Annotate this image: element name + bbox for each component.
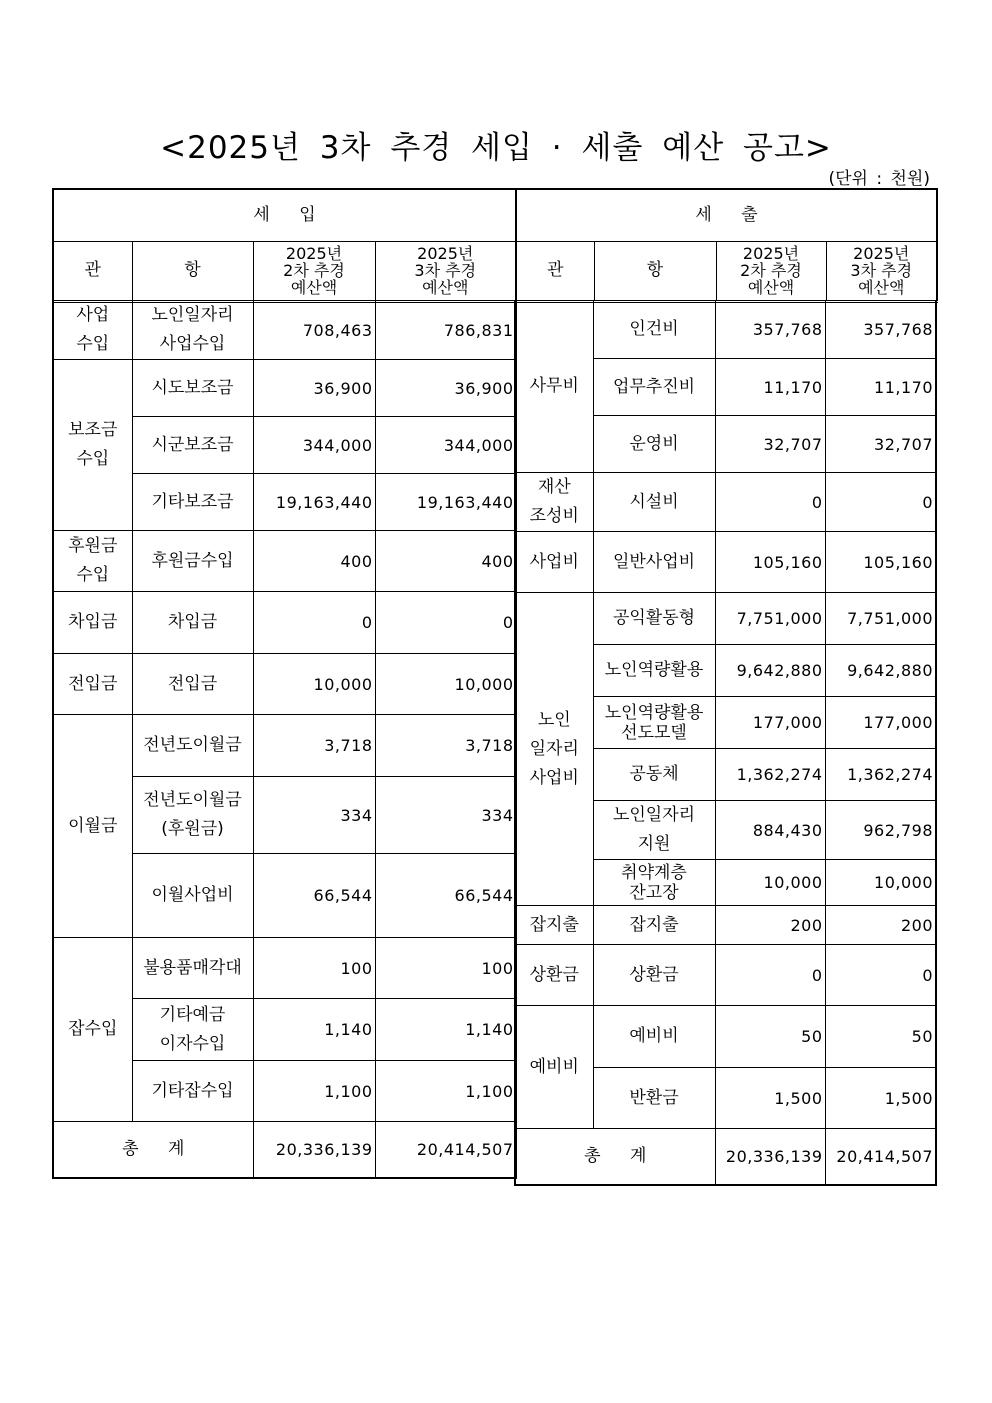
exp-b3: 50: [825, 1006, 936, 1068]
rev-b3: 334: [375, 777, 516, 854]
exp-b2: 10,000: [715, 860, 825, 906]
rev-b3: 36,900: [375, 360, 516, 417]
exp-hang: 일반사업비: [593, 532, 715, 593]
exp-total-b2: 20,336,139: [715, 1129, 825, 1185]
rev-hang: 기타보조금: [132, 474, 253, 531]
col-gwan: 관: [53, 241, 132, 301]
rev-hang: 시도보조금: [132, 360, 253, 417]
rev-b2: 708,463: [253, 301, 375, 360]
rev-hang: 시군보조금: [132, 417, 253, 474]
exp-hang: 공익활동형: [593, 593, 715, 645]
exp-b3: 0: [825, 473, 936, 532]
budget-table: [52, 188, 938, 303]
rev-hang: 기타잡수입: [132, 1061, 253, 1122]
exp-b2: 105,160: [715, 532, 825, 593]
rev-gwan-jeonip: 전입금: [53, 654, 132, 715]
exp-b3: 0: [825, 945, 936, 1006]
rev-gwan-jap: 잡수입: [53, 938, 132, 1122]
exp-b3: 7,751,000: [825, 593, 936, 645]
rev-hang: 차입금: [132, 592, 253, 654]
exp-hang: 운영비: [593, 416, 715, 473]
col-hang-exp: 항: [594, 241, 716, 301]
exp-b2: 0: [715, 473, 825, 532]
rev-gwan-iwol: 이월금: [53, 715, 132, 938]
exp-b2: 50: [715, 1006, 825, 1068]
rev-total-label: 총 계: [53, 1122, 253, 1178]
exp-b3: 177,000: [825, 697, 936, 749]
rev-b2: 1,100: [253, 1061, 375, 1122]
rev-total-b2: 20,336,139: [253, 1122, 375, 1178]
exp-b2: 7,751,000: [715, 593, 825, 645]
exp-b2: 1,362,274: [715, 749, 825, 801]
exp-hang: 취약계층 잔고장: [593, 860, 715, 906]
exp-b2: 0: [715, 945, 825, 1006]
rev-b2: 3,718: [253, 715, 375, 777]
rev-b3: 100: [375, 938, 516, 999]
rev-gwan-chaip: 차입금: [53, 592, 132, 654]
exp-b3: 10,000: [825, 860, 936, 906]
rev-b2: 334: [253, 777, 375, 854]
exp-b2: 884,430: [715, 801, 825, 860]
rev-b2: 10,000: [253, 654, 375, 715]
col-hang: 항: [132, 241, 253, 301]
col-budget3: 2025년 3차 추경 예산액: [375, 241, 516, 301]
col-budget2-exp: 2025년 2차 추경 예산액: [716, 241, 826, 301]
rev-gwan-saeop: 사업 수입: [53, 301, 132, 360]
rev-hang: 전년도이월금: [132, 715, 253, 777]
exp-b3: 357,768: [825, 301, 936, 359]
rev-hang: 전년도이월금 (후원금): [132, 777, 253, 854]
rev-b2: 344,000: [253, 417, 375, 474]
col-budget2: 2025년 2차 추경 예산액: [253, 241, 375, 301]
rev-total-b3: 20,414,507: [375, 1122, 516, 1178]
exp-total-label: 총 계: [515, 1129, 715, 1185]
exp-b3: 1,362,274: [825, 749, 936, 801]
exp-gwan-saeop: 사업비: [515, 532, 593, 593]
rev-b3: 0: [375, 592, 516, 654]
exp-b2: 357,768: [715, 301, 825, 359]
rev-hang: 후원금수입: [132, 531, 253, 592]
rev-b2: 1,140: [253, 999, 375, 1061]
rev-hang: 기타예금 이자수입: [132, 999, 253, 1061]
col-gwan-exp: 관: [516, 241, 594, 301]
revenue-header: 세 입: [53, 189, 516, 241]
exp-hang: 예비비: [593, 1006, 715, 1068]
exp-gwan-jaesan: 재산 조성비: [515, 473, 593, 532]
exp-gwan-japji: 잡지출: [515, 906, 593, 945]
rev-b3: 66,544: [375, 854, 516, 938]
exp-b3: 32,707: [825, 416, 936, 473]
exp-total-b3: 20,414,507: [825, 1129, 936, 1185]
rev-b2: 100: [253, 938, 375, 999]
rev-b3: 10,000: [375, 654, 516, 715]
exp-hang: 인건비: [593, 301, 715, 359]
exp-b3: 1,500: [825, 1068, 936, 1129]
expense-header: 세 출: [516, 189, 937, 241]
rev-hang: 이월사업비: [132, 854, 253, 938]
exp-gwan-noin: 노인 일자리 사업비: [515, 593, 593, 906]
exp-b2: 11,170: [715, 359, 825, 416]
rev-hang: 불용품매각대: [132, 938, 253, 999]
rev-gwan-huwon: 후원금 수입: [53, 531, 132, 592]
exp-hang: 업무추진비: [593, 359, 715, 416]
exp-hang: 공동체: [593, 749, 715, 801]
exp-gwan-yebi: 예비비: [515, 1006, 593, 1129]
col-budget3-exp: 2025년 3차 추경 예산액: [826, 241, 937, 301]
rev-b2: 400: [253, 531, 375, 592]
rev-b2: 19,163,440: [253, 474, 375, 531]
exp-hang: 상환금: [593, 945, 715, 1006]
exp-hang: 반환금: [593, 1068, 715, 1129]
exp-hang: 노인일자리 지원: [593, 801, 715, 860]
exp-gwan-samu: 사무비: [515, 301, 593, 473]
exp-hang: 노인역량활용: [593, 645, 715, 697]
exp-hang: 노인역량활용 선도모델: [593, 697, 715, 749]
rev-b3: 786,831: [375, 301, 516, 360]
revenue-table: [52, 300, 517, 1179]
exp-b3: 11,170: [825, 359, 936, 416]
exp-b2: 177,000: [715, 697, 825, 749]
rev-b3: 1,100: [375, 1061, 516, 1122]
rev-b3: 1,140: [375, 999, 516, 1061]
exp-b2: 200: [715, 906, 825, 945]
exp-hang: 잡지출: [593, 906, 715, 945]
page-title: <2025년 3차 추경 세입 · 세출 예산 공고>: [160, 130, 832, 166]
rev-gwan-bojo: 보조금 수입: [53, 360, 132, 531]
rev-b3: 3,718: [375, 715, 516, 777]
rev-hang: 노인일자리 사업수입: [132, 301, 253, 360]
rev-b3: 19,163,440: [375, 474, 516, 531]
exp-b3: 200: [825, 906, 936, 945]
rev-b2: 66,544: [253, 854, 375, 938]
exp-b2: 32,707: [715, 416, 825, 473]
rev-b2: 0: [253, 592, 375, 654]
exp-gwan-sanghwan: 상환금: [515, 945, 593, 1006]
exp-b3: 9,642,880: [825, 645, 936, 697]
rev-b3: 344,000: [375, 417, 516, 474]
rev-b2: 36,900: [253, 360, 375, 417]
rev-b3: 400: [375, 531, 516, 592]
rev-hang: 전입금: [132, 654, 253, 715]
exp-b3: 962,798: [825, 801, 936, 860]
exp-b2: 1,500: [715, 1068, 825, 1129]
unit-label: (단위 : 천원): [828, 169, 930, 189]
exp-b3: 105,160: [825, 532, 936, 593]
expense-table: [514, 300, 937, 1186]
exp-hang: 시설비: [593, 473, 715, 532]
exp-b2: 9,642,880: [715, 645, 825, 697]
